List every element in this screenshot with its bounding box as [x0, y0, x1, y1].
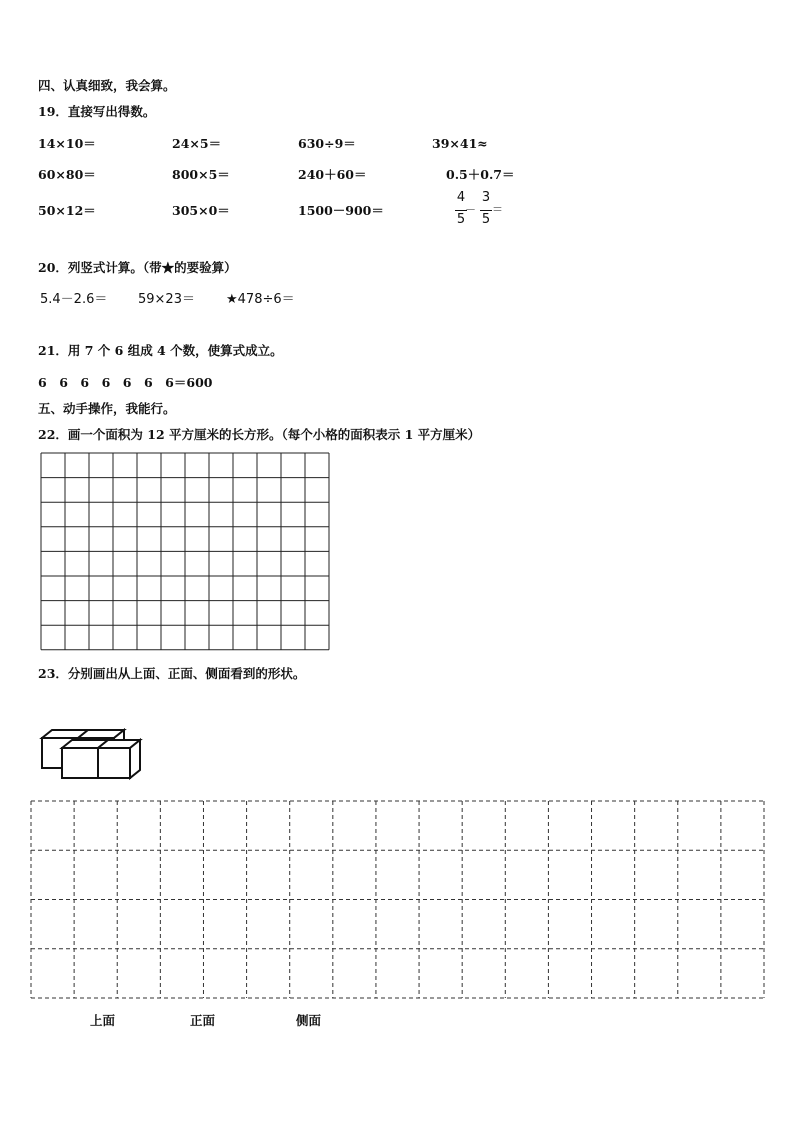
q19-r1-c2: 24×5＝: [172, 136, 222, 151]
label-side-view: 侧面: [296, 1013, 322, 1028]
fraction-b-bar: [480, 210, 492, 211]
cube-front-face-2: [98, 748, 130, 778]
fraction-equals: ＝: [492, 203, 503, 216]
fraction-b-denominator: 5: [481, 212, 491, 227]
q19-r2-c3: 240＋60＝: [298, 167, 367, 182]
q19-r3-c1: 50×12＝: [38, 203, 96, 218]
q19-r3-c2: 305×0＝: [172, 203, 230, 218]
cube-figure: [38, 728, 144, 784]
label-top-view: 上面: [90, 1013, 116, 1028]
dashed-drawing-grid[interactable]: [30, 800, 765, 999]
q19-r2-c1: 60×80＝: [38, 167, 96, 182]
fraction-operator: －: [465, 203, 476, 216]
section-5-heading: 五、动手操作，我能行。: [38, 401, 176, 416]
fraction-b-numerator: 3: [481, 190, 491, 205]
q21-title: 21．用 7 个 6 组成 4 个数，使算式成立。: [38, 343, 283, 358]
fraction-a-denominator: 5: [456, 212, 466, 227]
q20-item-3: ★478÷6＝: [226, 292, 295, 307]
q23-title: 23．分别画出从上面、正面、侧面看到的形状。: [38, 666, 306, 681]
q19-r2-c2: 800×5＝: [172, 167, 230, 182]
cube-front-face-1: [62, 748, 98, 778]
q19-r1-c1: 14×10＝: [38, 136, 96, 151]
fraction-a-numerator: 4: [456, 190, 466, 205]
q20-item-2: 59×23＝: [138, 292, 195, 307]
q19-r3-c3: 1500－900＝: [298, 203, 384, 218]
q19-r2-c4: 0.5＋0.7＝: [446, 167, 515, 182]
q20-item-1: 5.4－2.6＝: [40, 292, 108, 307]
label-front-view: 正面: [190, 1013, 216, 1028]
square-grid[interactable]: [40, 452, 331, 652]
section-4-heading: 四、认真细致，我会算。: [38, 78, 176, 93]
q22-title: 22．画一个面积为 12 平方厘米的长方形。（每个小格的面积表示 1 平方厘米）: [38, 427, 481, 442]
fraction-expression: [454, 190, 514, 232]
q20-title: 20．列竖式计算。（带★的要验算）: [38, 260, 237, 275]
q19-r1-c4: 39×41≈: [432, 136, 488, 151]
q21-expression: 6 6 6 6 6 6 6＝600: [38, 375, 213, 390]
cube-front-side: [130, 740, 140, 778]
q19-title: 19．直接写出得数。: [38, 104, 156, 119]
q19-r1-c3: 630÷9＝: [298, 136, 356, 151]
